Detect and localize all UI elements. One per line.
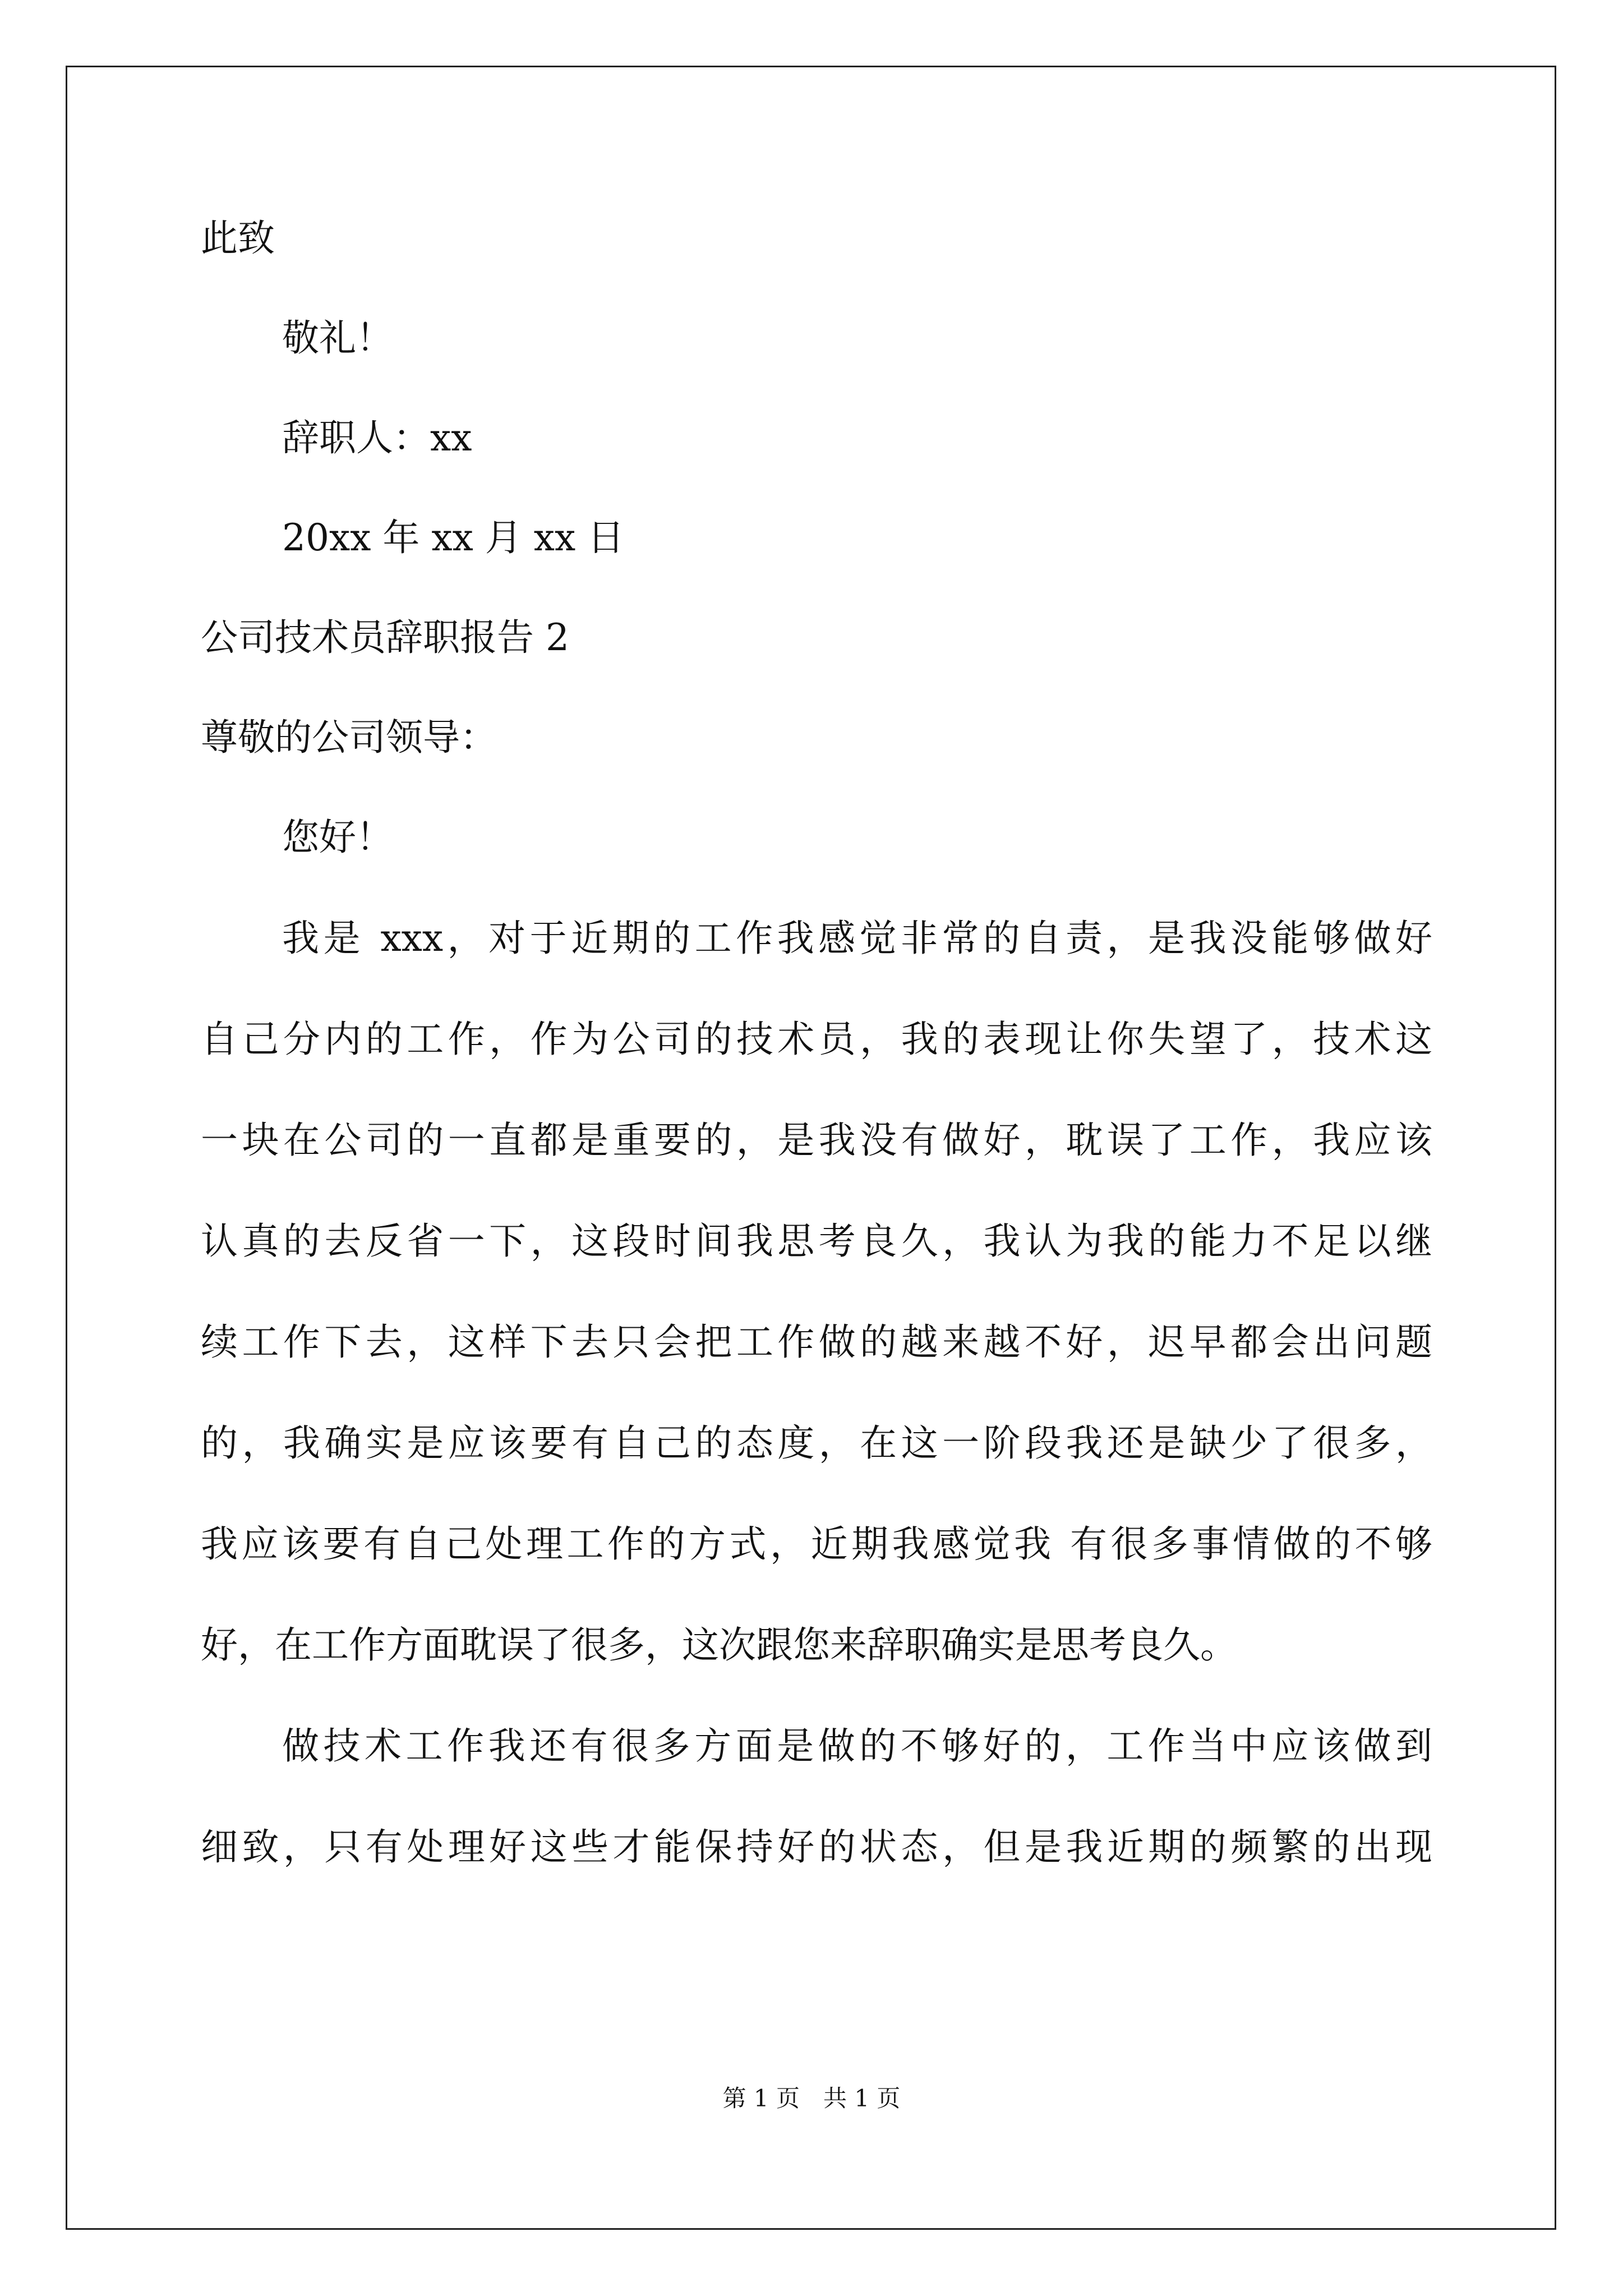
page-footer: 第 1 页 共 1 页 xyxy=(722,2085,901,2112)
paragraph1-line-7: 我应该要有自己处理工作的方式，近期我感觉我 有很多事情做的不够 xyxy=(201,1522,1432,1566)
report-title: 公司技术员辞职报告 2 xyxy=(201,616,569,659)
addressee-line: 尊敬的公司领导： xyxy=(201,716,497,759)
paragraph1-line-8: 好，在工作方面耽误了很多，这次跟您来辞职确实是思考良久。 xyxy=(201,1623,1237,1667)
paragraph1-line-3: 一块在公司的一直都是重要的，是我没有做好，耽误了工作，我应该 xyxy=(201,1119,1432,1162)
paragraph1-line-2: 自己分内的工作，作为公司的技术员，我的表现让你失望了，技术这 xyxy=(201,1018,1432,1061)
greeting-line: 您好！ xyxy=(282,816,393,859)
paragraph1-line-6: 的，我确实是应该要有自己的态度，在这一阶段我还是缺少了很多， xyxy=(201,1421,1432,1465)
paragraph1-line-4: 认真的去反省一下，这段时间我思考良久，我认为我的能力不足以继 xyxy=(201,1220,1432,1263)
date-line: 20xx 年 xx 月 xx 日 xyxy=(282,516,625,559)
closing-line: 此致 xyxy=(201,217,275,260)
paragraph1-line-1: 我是 xxx，对于近期的工作我感觉非常的自责，是我没能够做好 xyxy=(282,917,1432,960)
paragraph2-line-1: 做技术工作我还有很多方面是做的不够好的，工作当中应该做到 xyxy=(282,1724,1432,1768)
paragraph2-line-2: 细致，只有处理好这些才能保持好的状态，但是我近期的频繁的出现 xyxy=(201,1825,1432,1869)
salute-line: 敬礼！ xyxy=(282,316,393,360)
paragraph1-line-5: 续工作下去，这样下去只会把工作做的越来越不好，迟早都会出问题 xyxy=(201,1320,1432,1364)
signer-line: 辞职人：xx xyxy=(282,416,472,459)
